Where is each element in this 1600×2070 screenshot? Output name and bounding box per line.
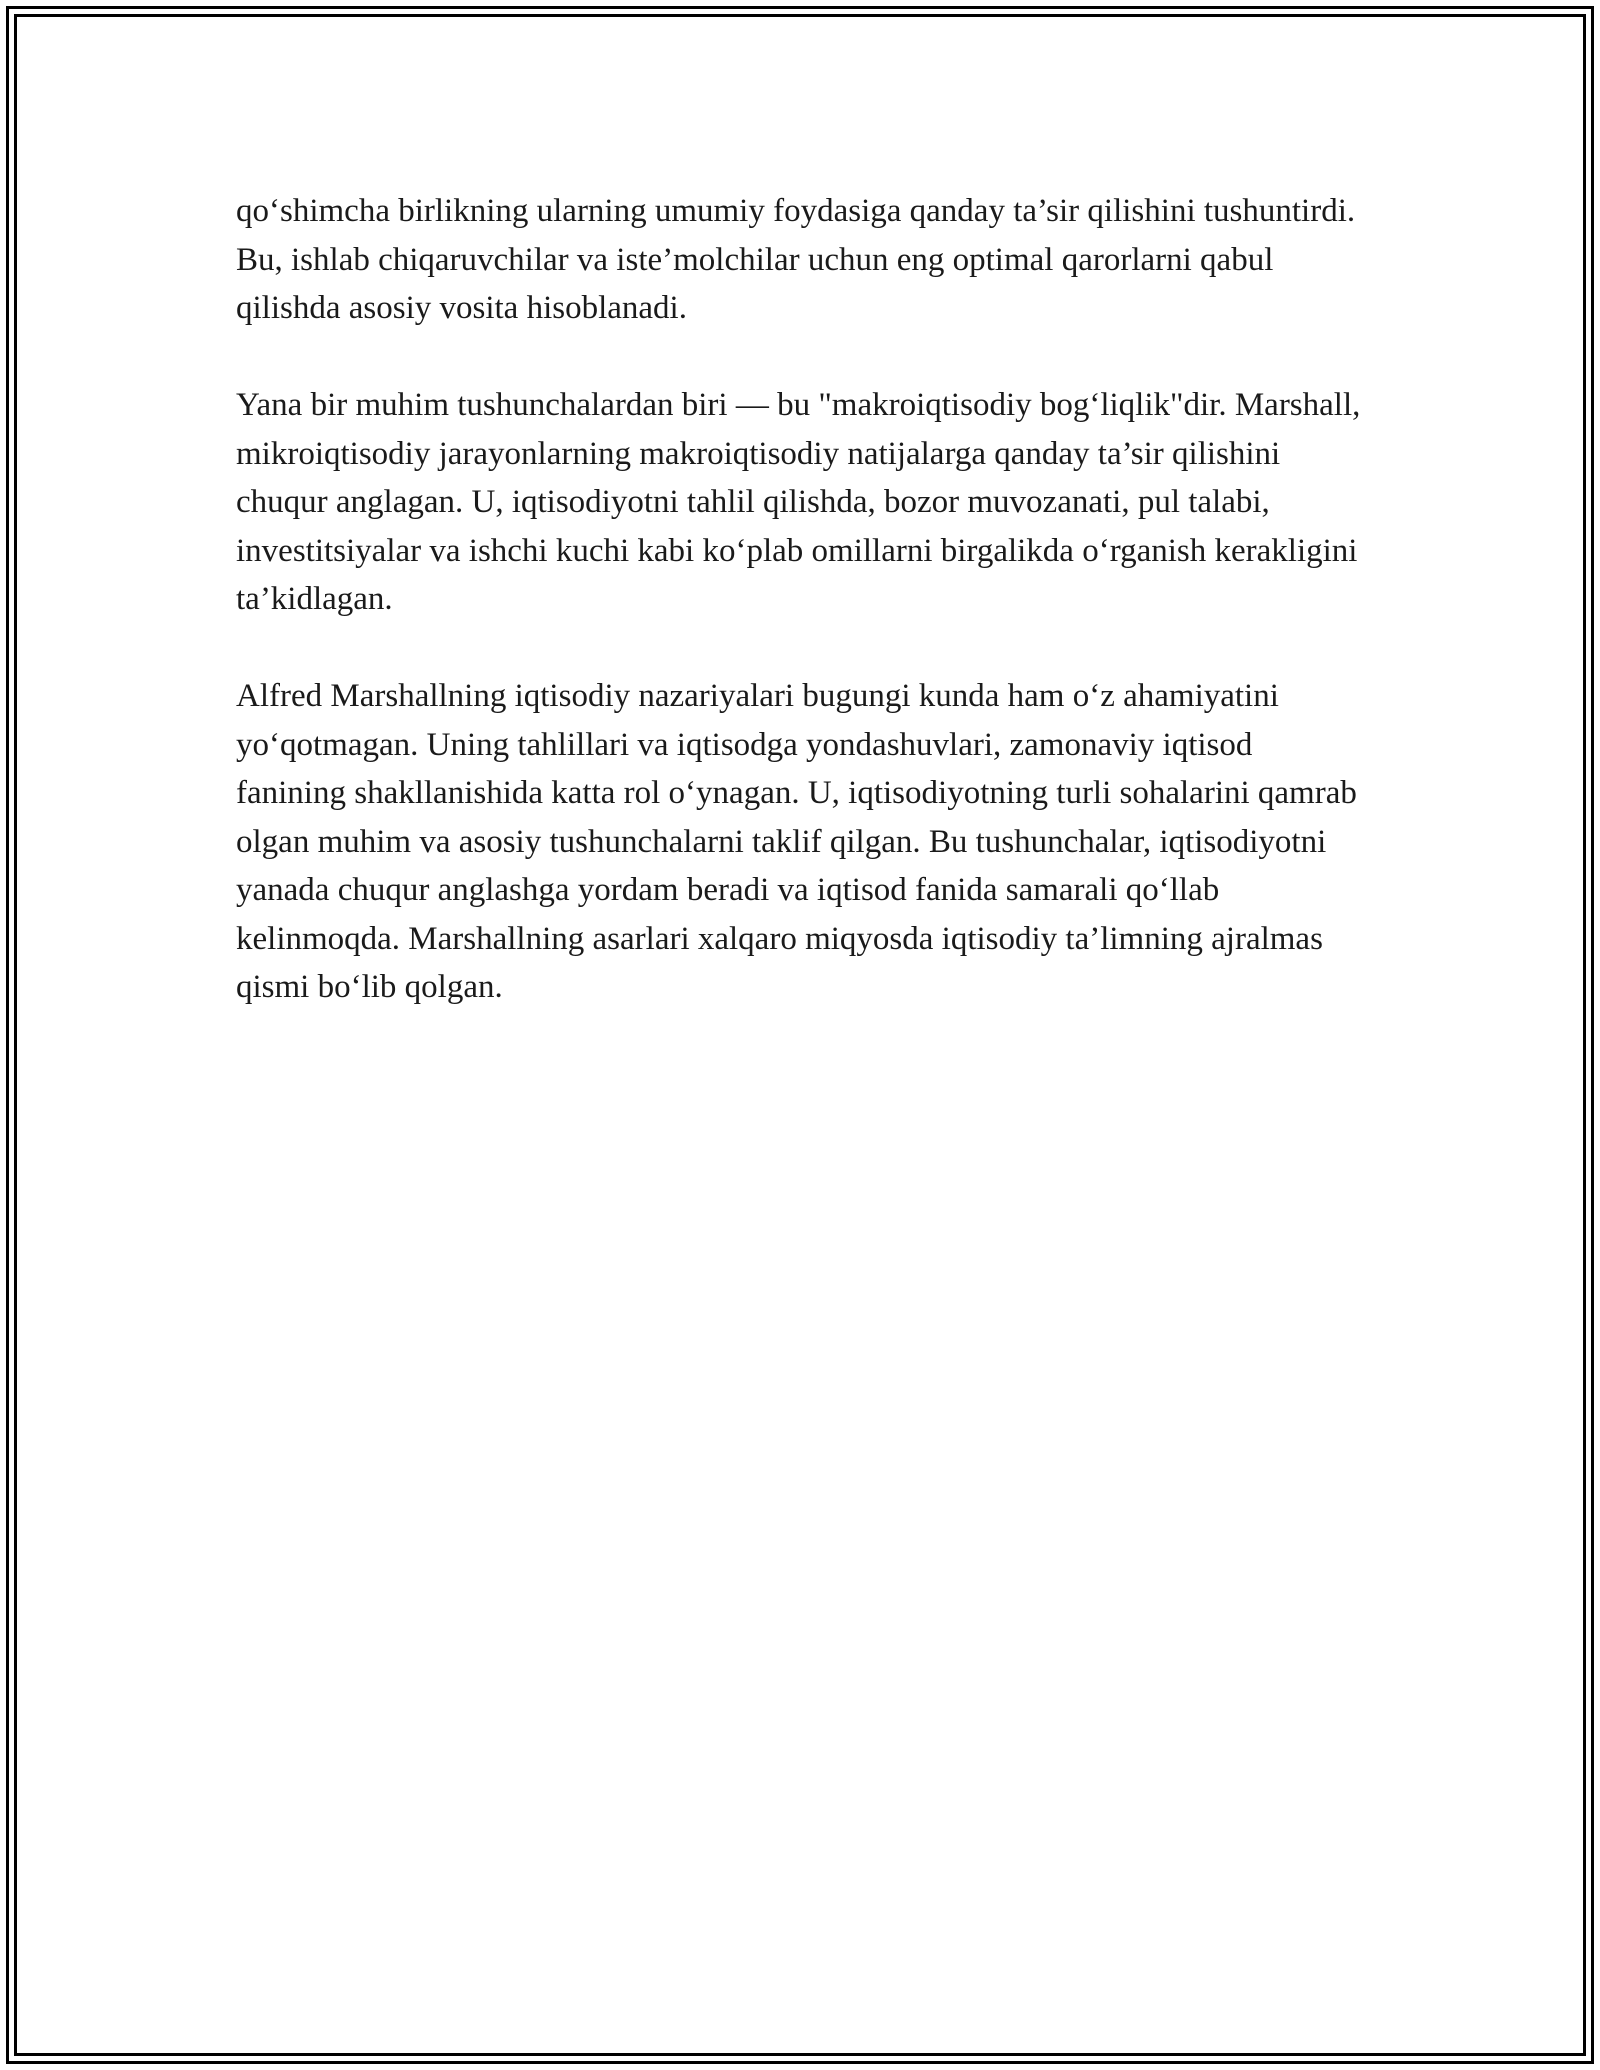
document-body bbox=[236, 187, 1366, 1060]
paragraph-3: Alfred Marshallning iqtisodiy nazariyalari bugungi kunda ham o‘z ahamiyatini yo‘qotmagan. Uning tahlillari va iqtisodga yondashuvlari, zamonaviy iqtisod fanining shakllanishida katta rol o‘ynagan. U, iqtisodiyotning turli sohalarini qamrab olgan muhim va asosiy tushunchalarni taklif qilgan. Bu tushunchalar, iqtisodiyotni yanada chuqur anglashga yordam beradi va iqtisod fanida samarali qo‘llab kelinmoqda. Marshallning asarlari xalqaro miqyosda iqtisodiy ta’limning ajralmas qismi bo‘lib qolgan. bbox=[236, 678, 1357, 1005]
paragraph-1: qo‘shimcha birlikning ularning umumiy foydasiga qanday ta’sir qilishini tushuntirdi. Bu, ishlab chiqaruvchilar va iste’molchilar uchun eng optimal qarorlarni qabul qilishda asosiy vosita hisoblanadi. bbox=[236, 193, 1356, 326]
paragraph-2: Yana bir muhim tushunchalardan biri — bu "makroiqtisodiy bog‘liqlik"dir. Marshall, mikroiqtisodiy jarayonlarning makroiqtisodiy natijalarga qanday ta’sir qilishini chuqur anglagan. U, iqtisodiyotni tahlil qilishda, bozor muvozanati, pul talabi, investitsiyalar va ishchi kuchi kabi ko‘plab omillarni birgalikda o‘rganish kerakligini ta’kidlagan. bbox=[236, 387, 1361, 617]
